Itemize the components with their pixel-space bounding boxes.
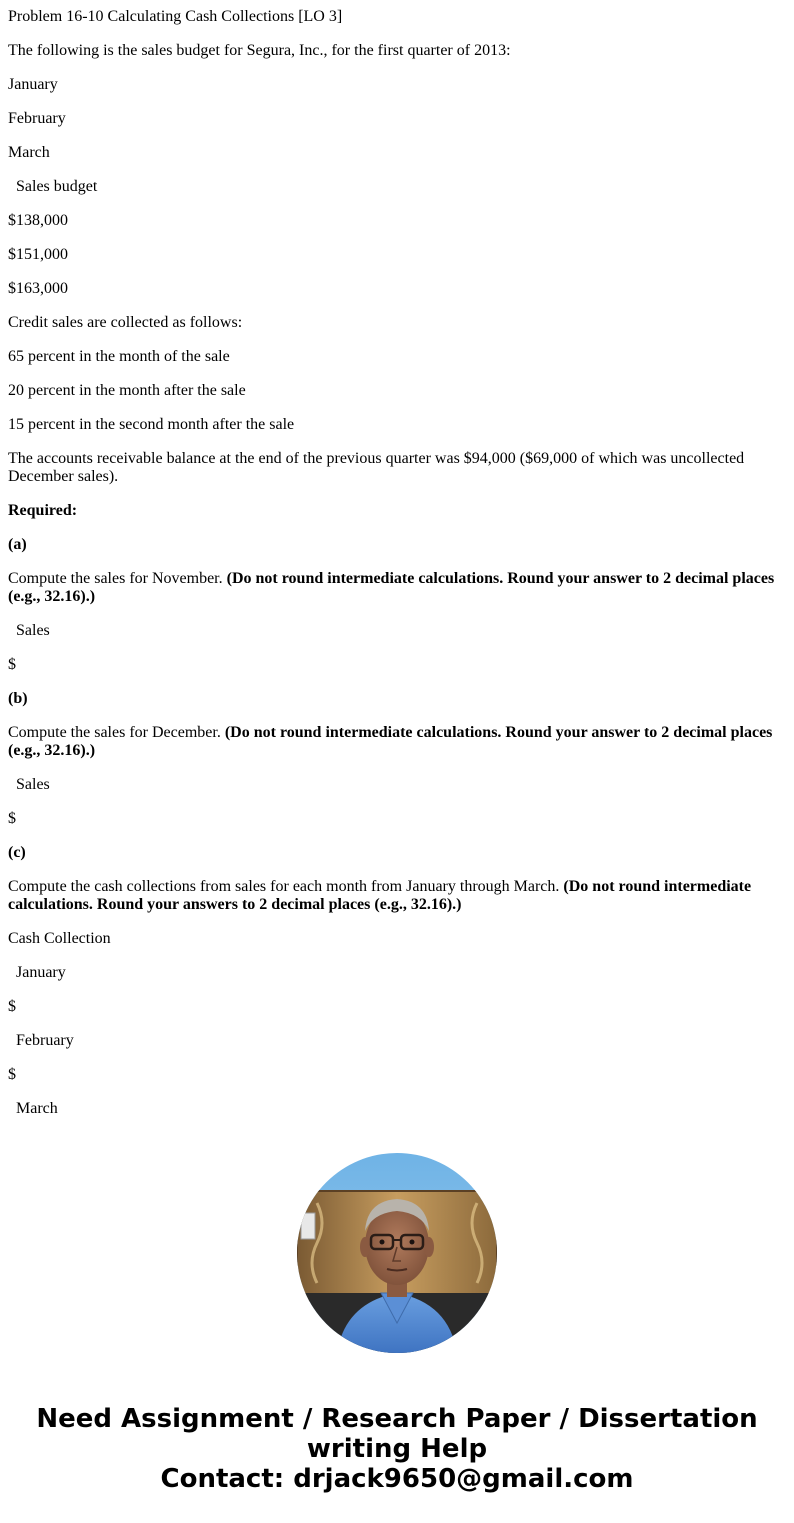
cash-collection-month-february: February	[16, 1032, 74, 1049]
collection-intro: Credit sales are collected as follows:	[8, 314, 243, 331]
part-c-label: (c)	[8, 844, 26, 861]
ar-balance-text: The accounts receivable balance at the end of the previous quarter was $94,000 ($69,000 of which was uncollected December sales).	[8, 450, 745, 485]
part-a-answer-field[interactable]: $	[8, 656, 16, 673]
part-a-row-label: Sales	[16, 622, 50, 639]
collection-term-3: 15 percent in the second month after the sale	[8, 416, 295, 433]
part-b-question: Compute the sales for December. (Do not round intermediate calculations. Round your answer to 2 decimal places (e.g., 32.16).)	[8, 724, 773, 759]
part-b-answer-field[interactable]: $	[8, 810, 16, 827]
part-a-question: Compute the sales for November. (Do not round intermediate calculations. Round your answer to 2 decimal places (e.g., 32.16).)	[8, 570, 775, 605]
document-body	[8, 8, 786, 1134]
problem-intro: The following is the sales budget for Segura, Inc., for the first quarter of 2013:	[8, 42, 511, 59]
budget-value-march: $163,000	[8, 280, 68, 297]
budget-value-january: $138,000	[8, 212, 68, 229]
month-march: March	[8, 144, 50, 161]
month-february: February	[8, 110, 66, 127]
cash-collection-header: Cash Collection	[8, 930, 111, 947]
part-b-label: (b)	[8, 690, 28, 707]
month-january: January	[8, 76, 58, 93]
cash-collection-answer-february[interactable]: $	[8, 1066, 16, 1083]
avatar	[297, 1153, 497, 1353]
promo-line-2: writing Help	[306, 1434, 488, 1464]
part-b-row-label: Sales	[16, 776, 50, 793]
sales-budget-label: Sales budget	[16, 178, 98, 195]
promo-line-1: Need Assignment / Research Paper / Dissertation	[36, 1404, 758, 1434]
part-c-question: Compute the cash collections from sales for each month from January through March. (Do not round intermediate calculations. Round your answers to 2 decimal places (e.g., 32.16).)	[8, 878, 752, 913]
cash-collection-answer-january[interactable]: $	[8, 998, 16, 1015]
portrait-image	[297, 1153, 497, 1353]
promo-banner	[0, 1404, 794, 1494]
part-c-instruction: (Do not round intermediate calculations. Round your answers to 2 decimal places (e.g., 32.16).)	[8, 878, 752, 913]
promo-contact: Contact: drjack9650@gmail.com	[160, 1464, 634, 1494]
collection-term-2: 20 percent in the month after the sale	[8, 382, 246, 399]
budget-value-february: $151,000	[8, 246, 68, 263]
problem-title: Problem 16-10 Calculating Cash Collections [LO 3]	[8, 8, 343, 25]
part-a-label: (a)	[8, 536, 27, 553]
required-heading: Required:	[8, 502, 78, 519]
cash-collection-month-march: March	[16, 1100, 58, 1117]
part-b-instruction: (Do not round intermediate calculations. Round your answer to 2 decimal places (e.g., 32.16).)	[8, 724, 773, 759]
cash-collection-month-january: January	[16, 964, 66, 981]
collection-term-1: 65 percent in the month of the sale	[8, 348, 230, 365]
part-a-instruction: (Do not round intermediate calculations. Round your answer to 2 decimal places (e.g., 32.16).)	[8, 570, 775, 605]
